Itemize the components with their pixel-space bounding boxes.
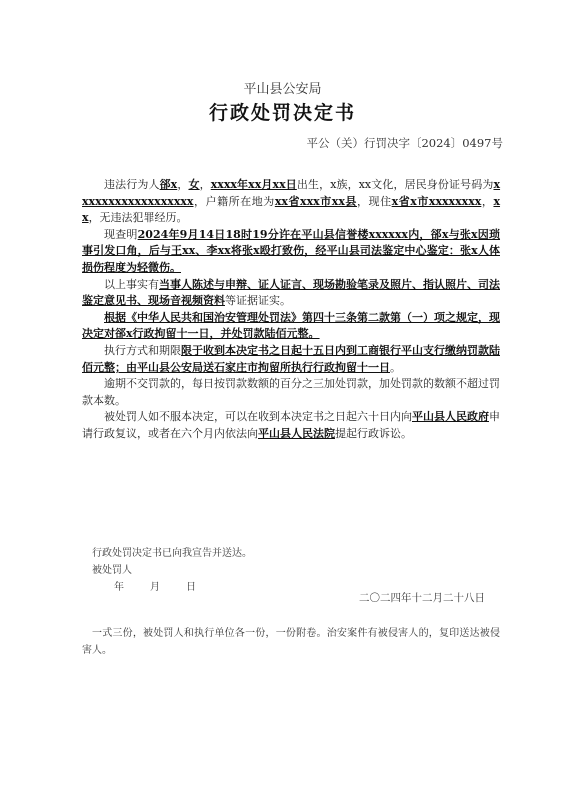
receipt-day-label: 日 xyxy=(186,581,196,593)
review-authority: 平山县人民政府 xyxy=(412,410,489,424)
receipt-month-label: 月 xyxy=(150,581,160,593)
text-segment: 。 xyxy=(390,360,401,374)
case-facts: 2024年9月14日18时19分许在平山县信誉楼xxxxxx内，郤x与张x因琐事引发口角，后与王xx、李xx将张x殴打致伤，经平山县司法鉴定中心鉴定：张x人体损伤程度为轻微伤。 xyxy=(82,227,501,274)
receipt-year-label: 年 xyxy=(114,581,124,593)
text-segment: 申请行政复议，或者在六个月内依法向 xyxy=(82,410,500,440)
evidence-paragraph xyxy=(82,277,500,310)
receipt-acknowledgement xyxy=(92,546,252,596)
text-segment: ，无违法犯罪经历。 xyxy=(88,211,188,225)
facts-paragraph xyxy=(82,227,500,277)
document-body xyxy=(82,177,500,443)
agency-name: 平山县公安局 xyxy=(243,82,322,97)
text-segment: 执行方式和期限 xyxy=(104,343,181,357)
receipt-statement: 行政处罚决定书已向我宣告并送达。 xyxy=(92,548,252,559)
receipt-signer-label: 被处罚人 xyxy=(92,564,132,576)
text-segment: 等证据证实。 xyxy=(225,294,291,308)
text-segment: 违法行为人 xyxy=(104,178,160,191)
text-segment: ，户籍所在地为 xyxy=(193,194,275,208)
text-segment: ， xyxy=(177,178,189,191)
text-segment: ， xyxy=(481,194,494,208)
offender-paragraph xyxy=(82,177,500,227)
text-segment: 提起行政诉讼。 xyxy=(335,426,412,440)
court-name: 平山县人民法院 xyxy=(258,426,335,440)
text-segment: 以上事实有 xyxy=(104,277,159,291)
text-segment: ， xyxy=(199,178,211,191)
offender-registered-residence: xx省xxx市xx县 xyxy=(274,194,357,208)
text-segment: 被处罚人如不服本决定，可以在收到本决定书之日起六十日内向 xyxy=(104,410,412,424)
appeal-paragraph xyxy=(82,409,500,442)
penalty-decision: 根据《中华人民共和国治安管理处罚法》第四十三条第二款第（一）项之规定，现决定对郤x行政拘留十一日，并处罚款陆佰元整。 xyxy=(82,310,500,341)
text-segment: ，现住 xyxy=(356,194,392,208)
document-number: 平公（关）行罚决字〔2024〕0497号 xyxy=(306,136,503,150)
execution-method: 限于收到本决定书之日起十五日内到工商银行平山支行缴纳罚款陆佰元整；由平山县公安局送石家庄市拘留所执行行政拘留十一日 xyxy=(82,343,500,374)
issue-date: 二〇二四年十二月二十八日 xyxy=(359,592,485,604)
offender-address: x省x市xxxxxxxx xyxy=(391,194,482,208)
execution-paragraph xyxy=(82,343,500,376)
document-title: 行政处罚决定书 xyxy=(208,102,356,124)
decision-paragraph xyxy=(82,310,500,343)
offender-id-number: xxxxxxxxxxxxxxxxxx xyxy=(82,178,501,208)
offender-name: 郤x xyxy=(159,178,178,191)
late-penalty-paragraph: 逾期不交罚款的，每日按罚款数额的百分之三加处罚款，加处罚款的数额不超过罚款本数。 xyxy=(82,377,500,407)
evidence-list: 当事人陈述与申辩、证人证言、现场勘验笔录及照片、指认照片、司法鉴定意见书、现场音视频资料 xyxy=(82,277,500,308)
offender-address-detail: xx xyxy=(82,194,501,225)
receipt-date-fields xyxy=(92,580,252,597)
text-segment: 现查明 xyxy=(104,227,138,241)
offender-gender: 女 xyxy=(188,178,200,191)
text-segment: 出生，x族，xx文化，居民身份证号码为 xyxy=(296,178,494,191)
offender-birthdate: xxxx年xx月xx日 xyxy=(210,178,297,191)
copies-note: 一式三份，被处罚人和执行单位各一份，一份附卷。治安案件有被侵害人的，复印送达被侵害人。 xyxy=(82,628,500,656)
